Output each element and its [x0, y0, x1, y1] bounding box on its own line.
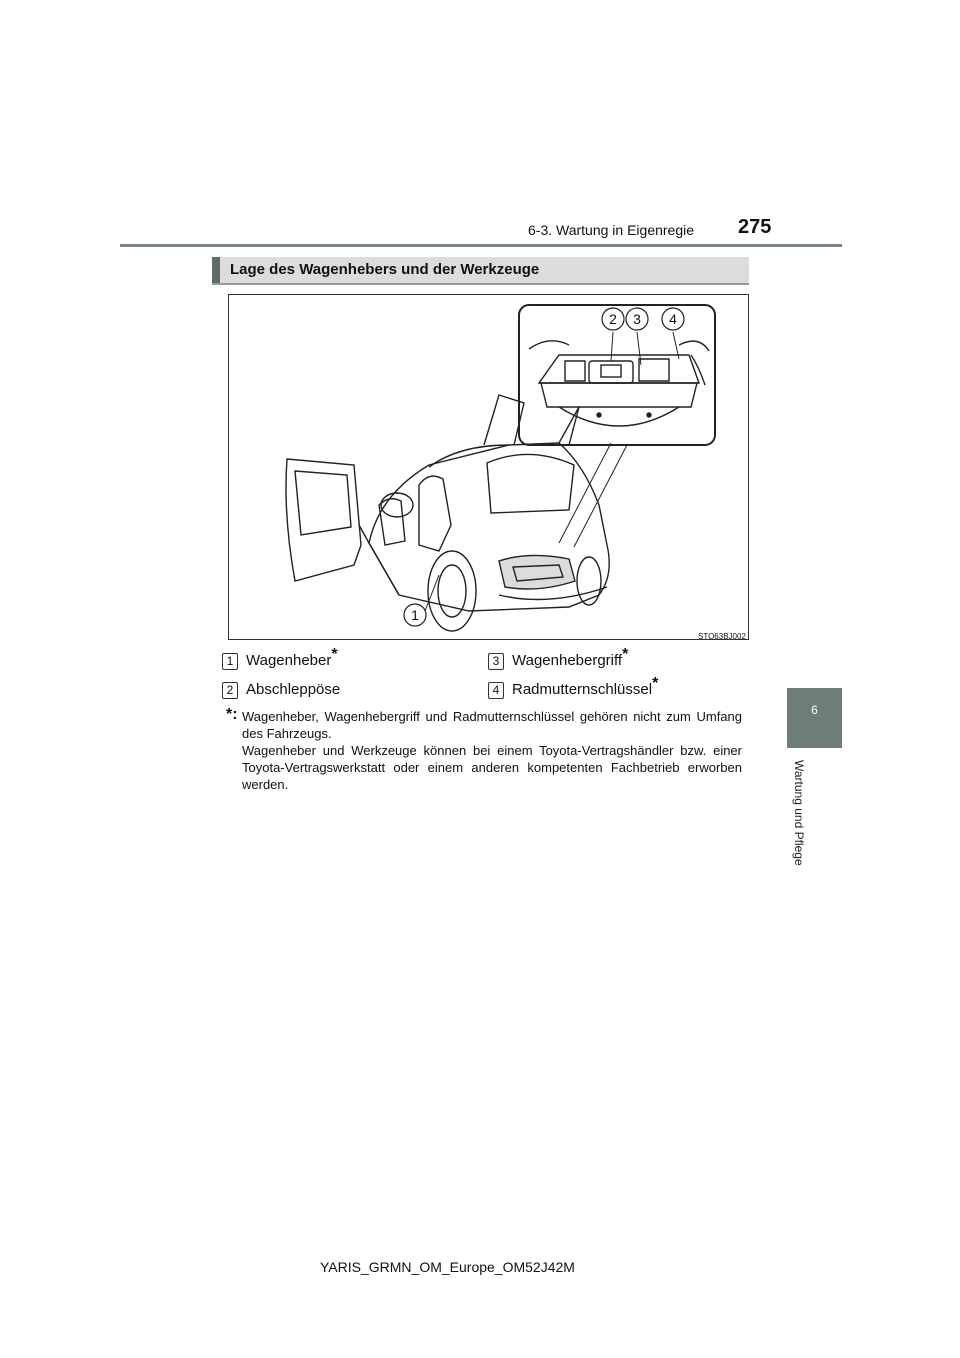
footnote-mark: *:: [226, 706, 238, 723]
car-illustration: [228, 294, 749, 640]
section-heading: Lage des Wagenhebers und der Werkzeuge: [230, 261, 540, 278]
section-heading-marker: [212, 257, 220, 283]
legend-item-jack-handle: [488, 646, 629, 670]
legend-star: *: [622, 646, 629, 663]
legend-star: *: [331, 646, 338, 663]
legend-label: Abschleppöse: [246, 681, 341, 698]
page-number: 275: [738, 216, 772, 238]
legend-item-towing-eyelet: [222, 681, 340, 699]
section-heading-bar: [212, 257, 749, 285]
legend-number: 4: [488, 682, 504, 699]
footnote-line-1: Wagenheber, Wagenhebergriff und Radmutternschlüssel gehören nicht zum Umfang des Fahrzeugs.: [242, 709, 742, 741]
callout-3: 3: [633, 311, 641, 327]
header-rule: [120, 244, 842, 247]
callout-1: 1: [411, 607, 419, 623]
footnote-text: [242, 708, 742, 793]
legend-item-wheel-nut-wrench: [488, 675, 659, 699]
legend-label: Wagenhebergriff: [512, 652, 623, 669]
legend-item-jack: [222, 646, 338, 670]
document-footer: YARIS_GRMN_OM_Europe_OM52J42M: [320, 1259, 575, 1275]
header-section-title: 6-3. Wartung in Eigenregie: [528, 222, 695, 238]
callout-2: 2: [609, 311, 617, 327]
chapter-tab-number: 6: [811, 703, 818, 717]
legend-number: 1: [222, 653, 238, 670]
car-drawing: [229, 295, 748, 639]
chapter-tab: [787, 688, 842, 748]
chapter-tab-label: [784, 760, 818, 880]
legend-number: 2: [222, 682, 238, 699]
legend-label: Wagenheber: [246, 652, 332, 669]
legend-star: *: [652, 675, 659, 692]
callout-4: 4: [669, 311, 677, 327]
legend-label: Radmutternschlüssel: [512, 681, 653, 698]
footnote-line-2: Wagenheber und Werkzeuge können bei einem Toyota-Vertragshändler bzw. einer Toyota-Vertragswerkstatt oder einem anderen kompetenten Fachbetrieb erworben werden.: [242, 743, 742, 792]
legend-number: 3: [488, 653, 504, 670]
figure-code: STO63BJ002: [698, 632, 746, 641]
chapter-tab-title: Wartung und Pflege: [792, 760, 806, 866]
